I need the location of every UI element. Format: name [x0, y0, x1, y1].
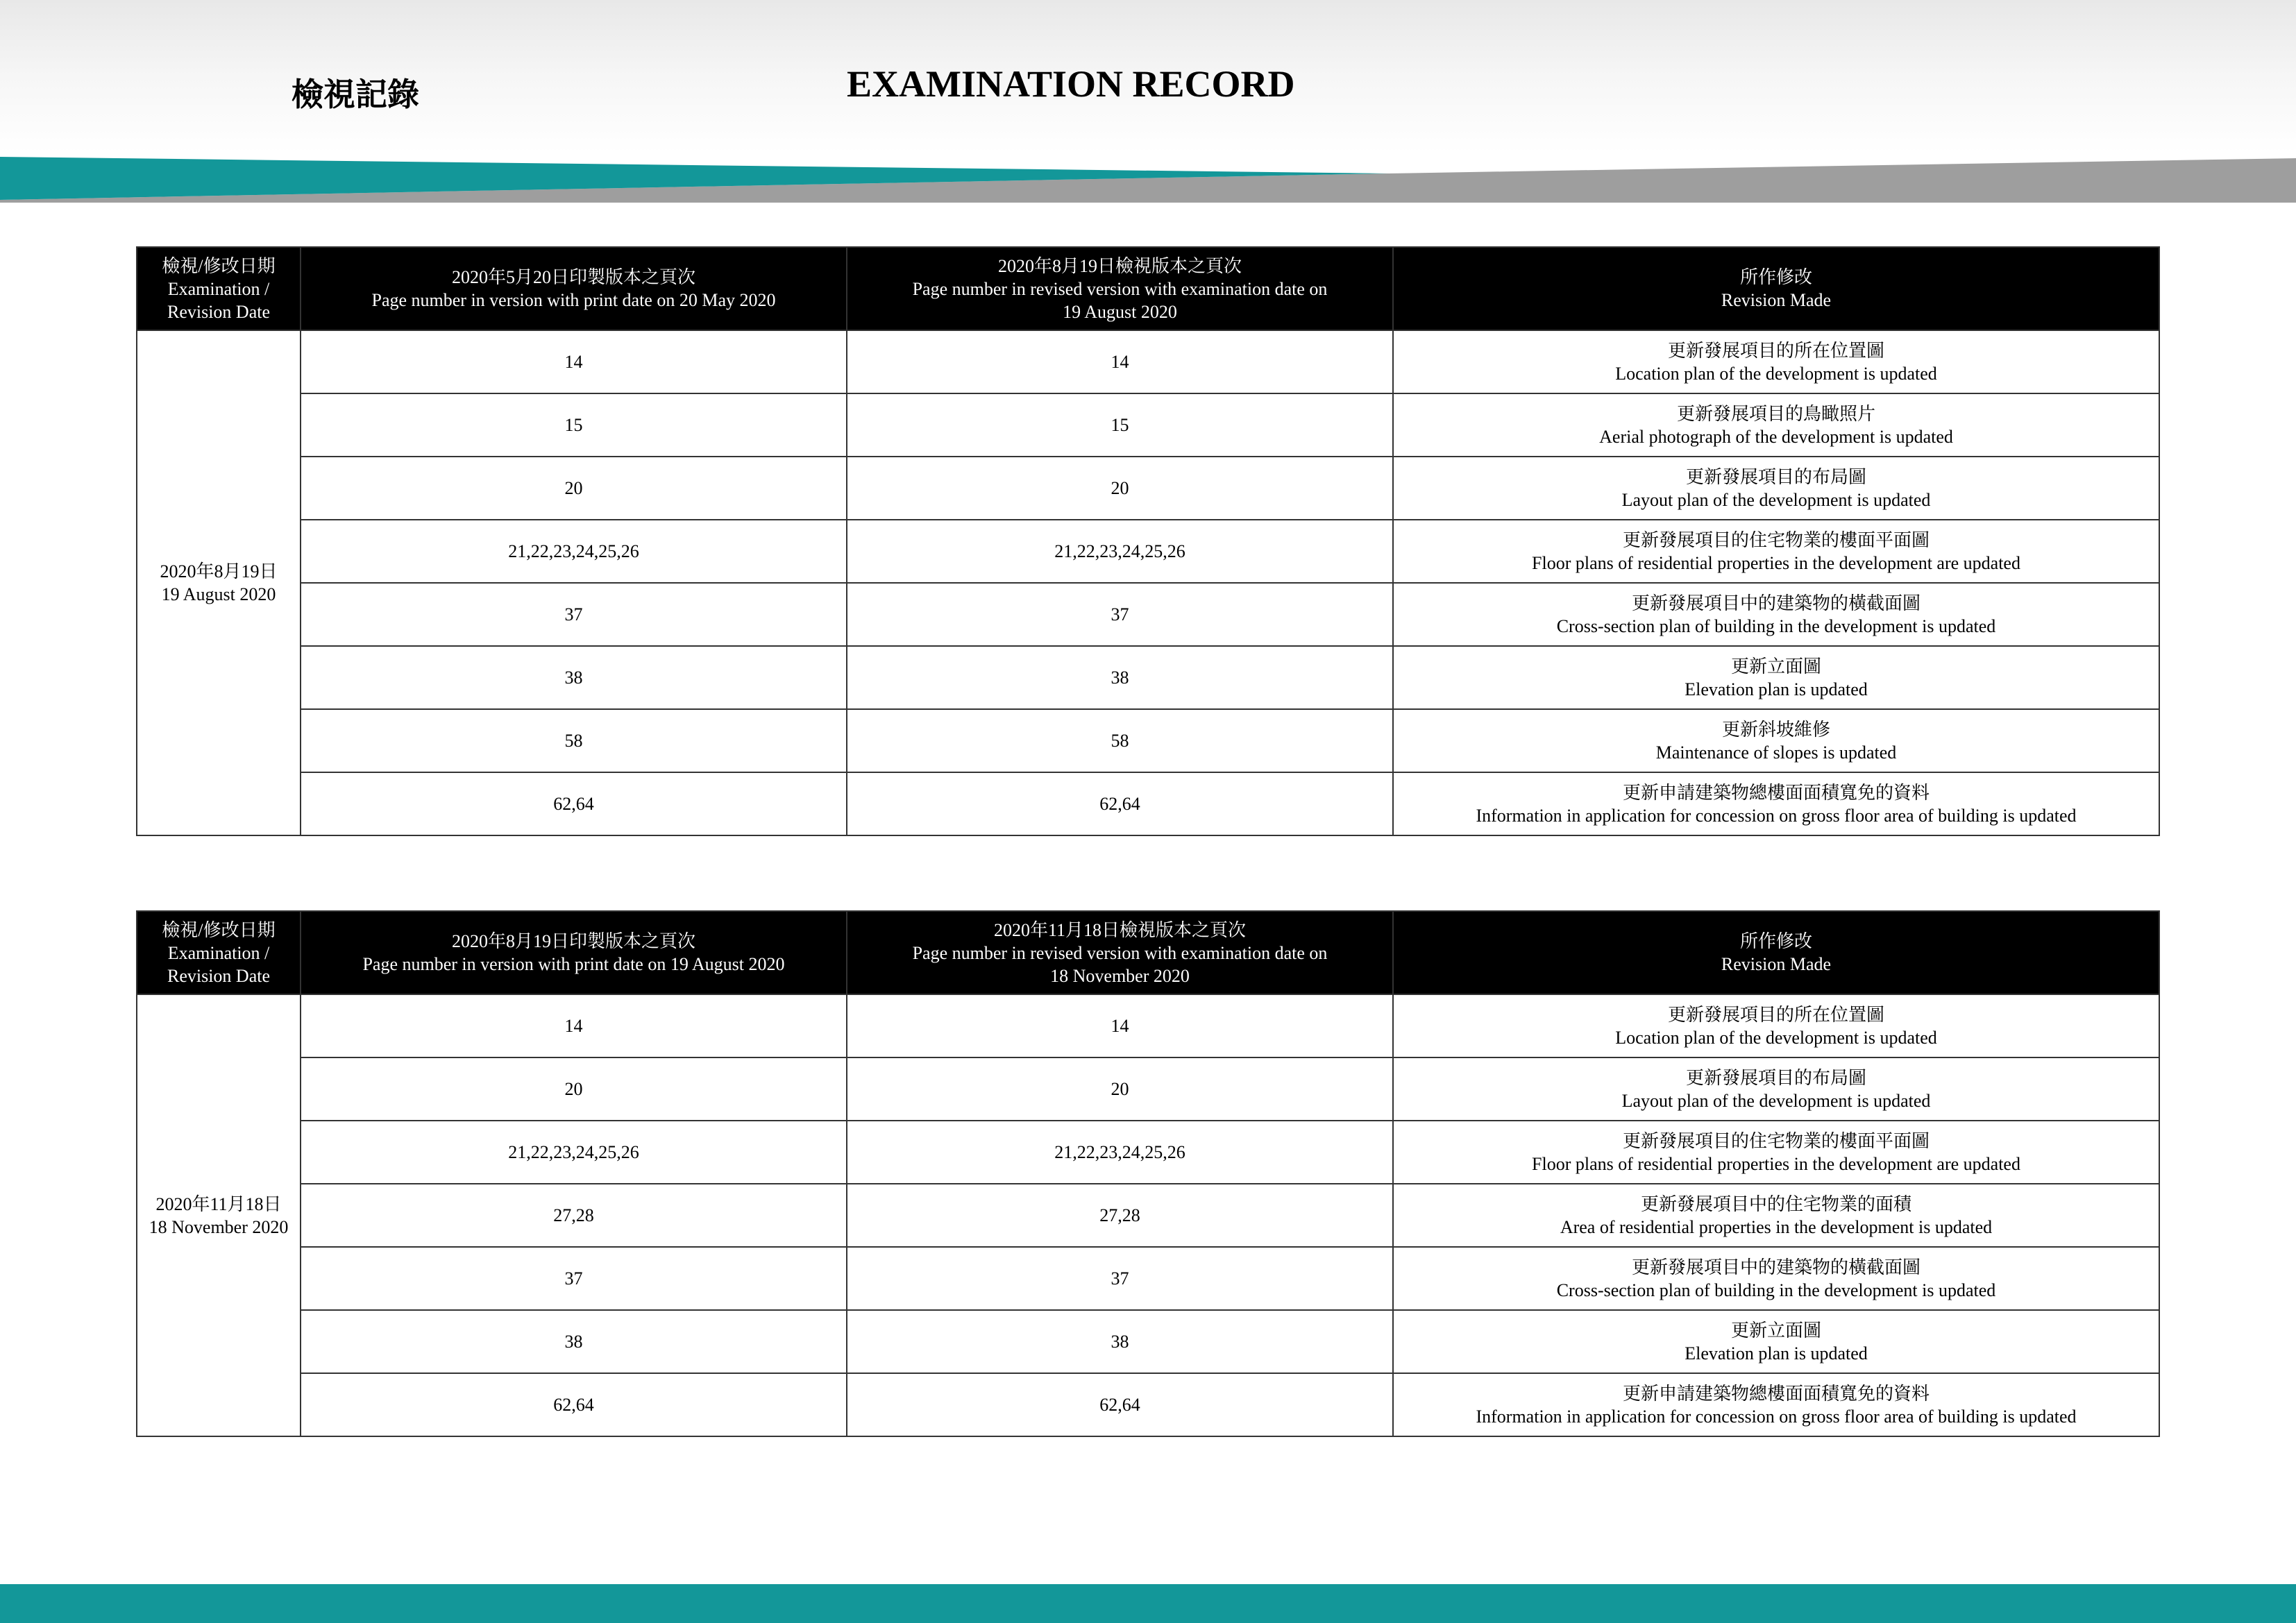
revision-cell [1393, 393, 2159, 457]
revision-cell [1393, 994, 2159, 1057]
revision-cell [1393, 1057, 2159, 1121]
header-line: Revision Date [167, 301, 271, 322]
header-line: 檢視/修改日期 [162, 255, 276, 276]
header-line: 所作修改 [1739, 931, 1812, 951]
revision-text-en: Aerial photograph of the development is updated [1599, 426, 1953, 447]
examination-record-table [136, 910, 2160, 1437]
old-page-cell: 38 [301, 646, 847, 709]
old-page-cell: 14 [301, 994, 847, 1057]
revision-cell [1393, 1373, 2159, 1436]
new-page-cell: 38 [847, 646, 1393, 709]
revision-date-cn: 2020年8月19日 [160, 561, 278, 581]
revision-cell [1393, 583, 2159, 646]
new-page-cell: 37 [847, 583, 1393, 646]
old-page-cell: 15 [301, 393, 847, 457]
new-page-cell: 21,22,23,24,25,26 [847, 520, 1393, 583]
header-line: Page number in version with print date on 20 May 2020 [371, 290, 776, 310]
footer-bar [0, 1584, 2296, 1623]
revision-date-cn: 2020年11月18日 [155, 1193, 282, 1214]
old-page-cell: 37 [301, 1247, 847, 1310]
new-page-cell: 37 [847, 1247, 1393, 1310]
table-row [137, 646, 2159, 709]
old-page-cell: 37 [301, 583, 847, 646]
header-line: Page number in revised version with examination date on [912, 942, 1328, 963]
revision-text-en: Floor plans of residential properties in the development are updated [1532, 552, 2020, 573]
header-new-page-number [847, 247, 1393, 330]
table-row [137, 1184, 2159, 1247]
revision-text-cn: 更新申請建築物總樓面面積寬免的資料 [1622, 1383, 1930, 1404]
revision-text-en: Area of residential properties in the development is updated [1560, 1216, 1993, 1237]
revision-text-cn: 更新發展項目中的建築物的橫截面圖 [1631, 1257, 1921, 1277]
page-title-chinese: 檢視記錄 [292, 76, 419, 113]
header-line: 所作修改 [1739, 267, 1812, 287]
table-row [137, 772, 2159, 835]
revision-text-cn: 更新發展項目的住宅物業的樓面平面圖 [1622, 529, 1930, 550]
new-page-cell: 62,64 [847, 772, 1393, 835]
revision-cell [1393, 1247, 2159, 1310]
old-page-cell: 21,22,23,24,25,26 [301, 520, 847, 583]
page-title: EXAMINATION RECORD [847, 63, 1295, 105]
header-line: 2020年8月19日印製版本之頁次 [451, 931, 695, 951]
old-page-cell: 62,64 [301, 1373, 847, 1436]
header-line: Revision Date [167, 965, 271, 986]
new-page-cell: 14 [847, 994, 1393, 1057]
old-page-cell: 21,22,23,24,25,26 [301, 1121, 847, 1184]
revision-text-en: Maintenance of slopes is updated [1655, 742, 1897, 763]
revision-cell [1393, 772, 2159, 835]
table-row [137, 393, 2159, 457]
revision-cell [1393, 646, 2159, 709]
table-header-row [137, 247, 2159, 330]
table-row [137, 583, 2159, 646]
revision-date-en: 19 August 2020 [161, 584, 276, 604]
table-row [137, 1373, 2159, 1436]
revision-date-cell [137, 330, 301, 835]
revision-text-cn: 更新立面圖 [1730, 1320, 1821, 1341]
revision-cell [1393, 1184, 2159, 1247]
revision-text-en: Information in application for concession on gross floor area of building is updated [1476, 805, 2077, 826]
table-row [137, 330, 2159, 393]
table-header-row [137, 911, 2159, 994]
header-old-page-number [301, 911, 847, 994]
new-page-cell: 58 [847, 709, 1393, 772]
header-line: Page number in revised version with examination date on [912, 278, 1328, 299]
revision-text-cn: 更新發展項目的所在位置圖 [1667, 340, 1884, 361]
table-row [137, 1057, 2159, 1121]
revision-cell [1393, 709, 2159, 772]
revision-date-cell [137, 994, 301, 1436]
revision-text-cn: 更新發展項目中的住宅物業的面積 [1640, 1193, 1911, 1214]
new-page-cell: 20 [847, 1057, 1393, 1121]
header-line: 2020年5月20日印製版本之頁次 [451, 267, 695, 287]
revision-text-cn: 更新立面圖 [1730, 656, 1821, 677]
revision-text-en: Elevation plan is updated [1685, 1343, 1868, 1363]
header-line: 檢視/修改日期 [162, 919, 276, 940]
header-line: Page number in version with print date on 19 August 2020 [362, 954, 785, 974]
header-banner-stripe [0, 154, 2296, 203]
revision-text-en: Cross-section plan of building in the development is updated [1556, 615, 1996, 636]
header-line: Examination / [167, 278, 270, 299]
header-revision-date [137, 911, 301, 994]
revision-text-cn: 更新斜坡維修 [1721, 719, 1830, 740]
revision-text-en: Location plan of the development is updated [1615, 363, 1937, 384]
header-line: 2020年8月19日檢視版本之頁次 [997, 255, 1242, 276]
revision-cell [1393, 1121, 2159, 1184]
revision-date-en: 18 November 2020 [149, 1216, 289, 1237]
revision-text-cn: 更新發展項目的布局圖 [1685, 1067, 1866, 1088]
examination-record-table [136, 246, 2160, 836]
revision-text-en: Layout plan of the development is updated [1621, 1090, 1931, 1111]
new-page-cell: 15 [847, 393, 1393, 457]
header-revision-made [1393, 911, 2159, 994]
new-page-cell: 62,64 [847, 1373, 1393, 1436]
new-page-cell: 38 [847, 1310, 1393, 1373]
revision-text-en: Floor plans of residential properties in the development are updated [1532, 1153, 2020, 1174]
revision-text-cn: 更新發展項目的鳥瞰照片 [1676, 403, 1875, 424]
revision-text-en: Location plan of the development is updated [1615, 1027, 1937, 1048]
header-new-page-number [847, 911, 1393, 994]
table-row [137, 1247, 2159, 1310]
old-page-cell: 27,28 [301, 1184, 847, 1247]
old-page-cell: 62,64 [301, 772, 847, 835]
header-line: Revision Made [1721, 954, 1832, 974]
revision-cell [1393, 330, 2159, 393]
revision-text-en: Cross-section plan of building in the development is updated [1556, 1280, 1996, 1300]
header-line: Revision Made [1721, 290, 1832, 310]
revision-cell [1393, 457, 2159, 520]
revision-cell [1393, 1310, 2159, 1373]
table-row [137, 709, 2159, 772]
old-page-cell: 14 [301, 330, 847, 393]
revision-cell [1393, 520, 2159, 583]
new-page-cell: 20 [847, 457, 1393, 520]
header-line: 19 August 2020 [1063, 301, 1177, 322]
header-line: Examination / [167, 942, 270, 963]
revision-text-en: Elevation plan is updated [1685, 679, 1868, 699]
old-page-cell: 20 [301, 1057, 847, 1121]
table-row [137, 1310, 2159, 1373]
revision-text-cn: 更新發展項目的所在位置圖 [1667, 1004, 1884, 1025]
new-page-cell: 27,28 [847, 1184, 1393, 1247]
table-row [137, 457, 2159, 520]
revision-text-cn: 更新發展項目中的建築物的橫截面圖 [1631, 593, 1921, 613]
header-revision-made [1393, 247, 2159, 330]
old-page-cell: 38 [301, 1310, 847, 1373]
revision-text-en: Layout plan of the development is updated [1621, 489, 1931, 510]
revision-text-en: Information in application for concession on gross floor area of building is updated [1476, 1406, 2077, 1427]
revision-text-cn: 更新發展項目的住宅物業的樓面平面圖 [1622, 1130, 1930, 1151]
new-page-cell: 14 [847, 330, 1393, 393]
header-old-page-number [301, 247, 847, 330]
table-row [137, 1121, 2159, 1184]
table-row [137, 520, 2159, 583]
new-page-cell: 21,22,23,24,25,26 [847, 1121, 1393, 1184]
header-line: 2020年11月18日檢視版本之頁次 [993, 919, 1247, 940]
table-row [137, 994, 2159, 1057]
revision-text-cn: 更新申請建築物總樓面面積寬免的資料 [1622, 782, 1930, 803]
old-page-cell: 20 [301, 457, 847, 520]
old-page-cell: 58 [301, 709, 847, 772]
header-line: 18 November 2020 [1050, 965, 1190, 986]
header-revision-date [137, 247, 301, 330]
revision-text-cn: 更新發展項目的布局圖 [1685, 466, 1866, 487]
